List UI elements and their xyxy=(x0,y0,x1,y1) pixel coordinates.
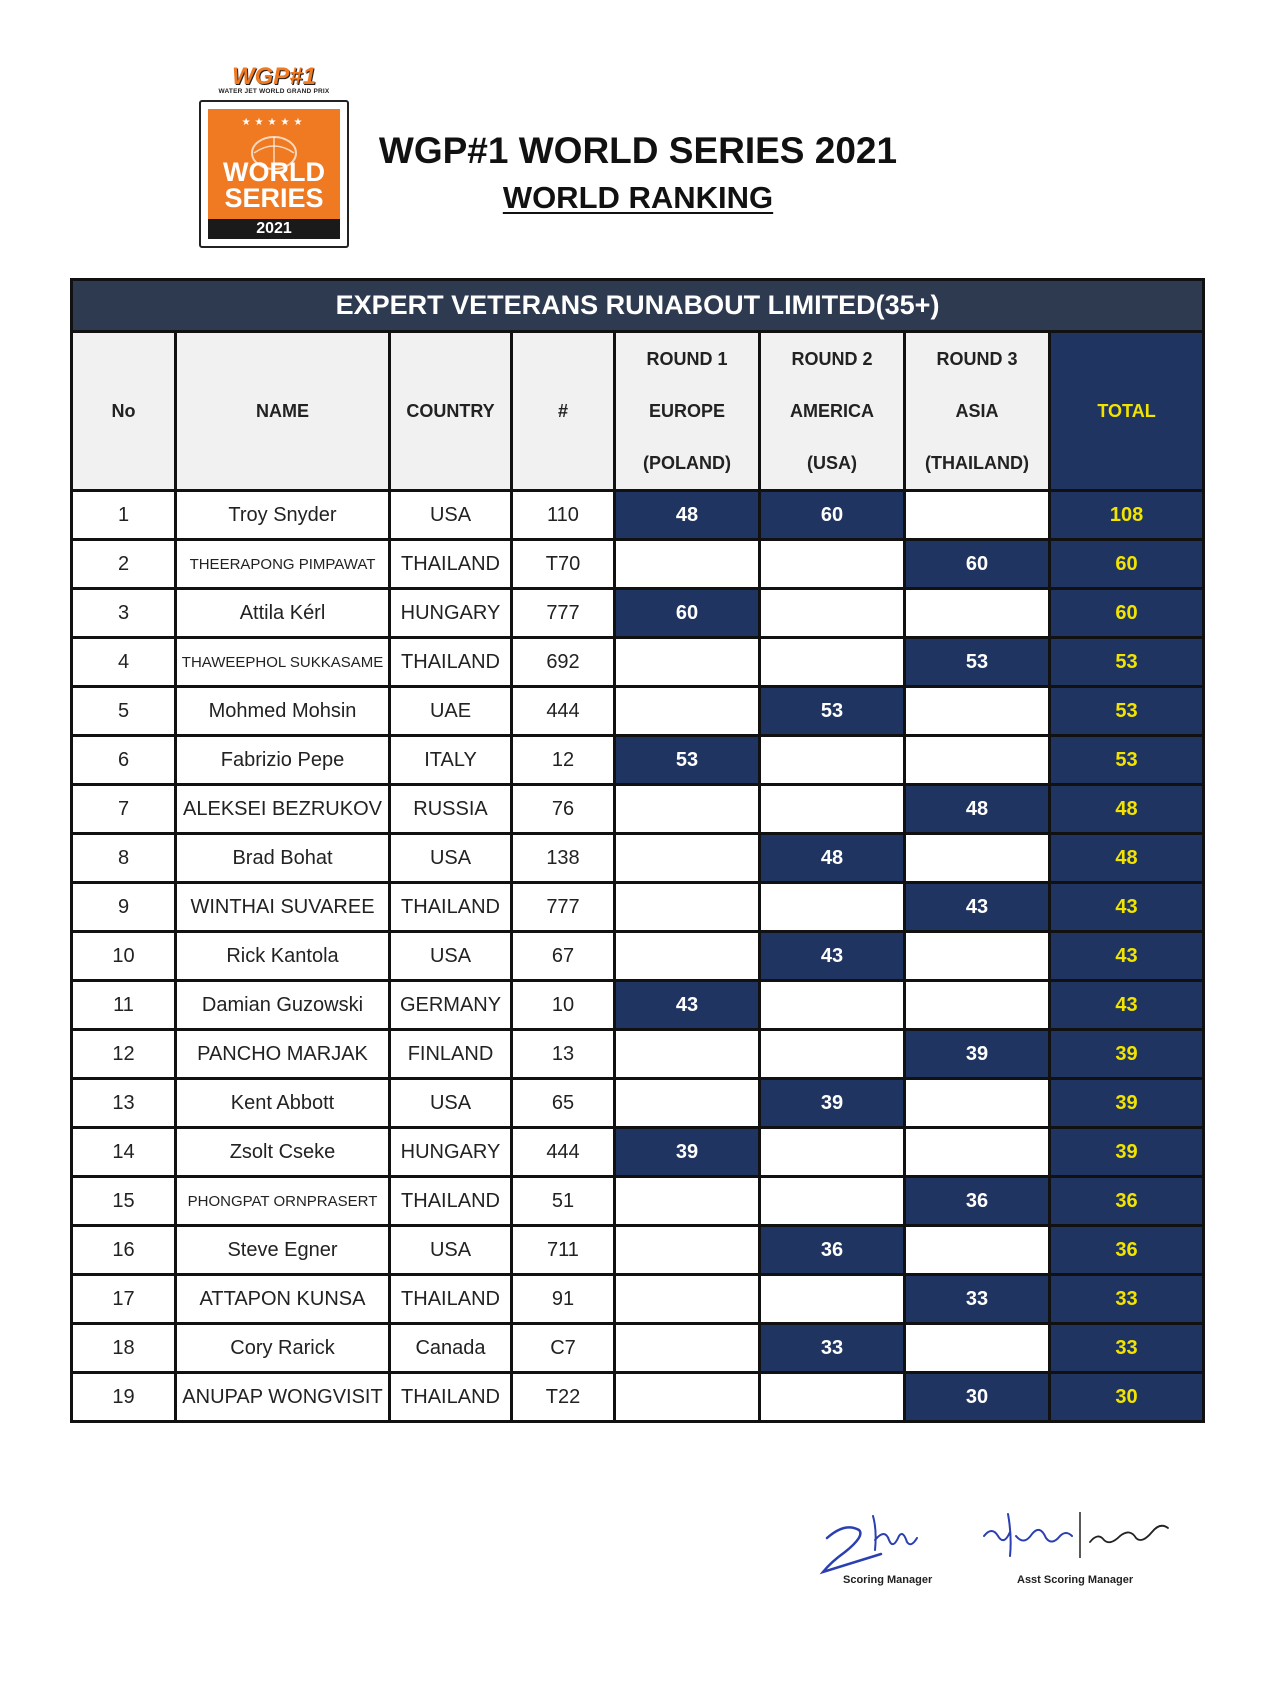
cell-name: Zsolt Cseke xyxy=(176,1128,390,1177)
round3-country: (THAILAND) xyxy=(925,453,1029,473)
table-row xyxy=(72,1373,1204,1422)
table-row xyxy=(72,1324,1204,1373)
cell-name: Mohmed Mohsin xyxy=(176,687,390,736)
cell-round2 xyxy=(760,589,905,638)
cell-round2 xyxy=(760,638,905,687)
cell-no: 10 xyxy=(72,932,176,981)
table-row xyxy=(72,981,1204,1030)
table-header-row xyxy=(72,332,1204,491)
cell-round3: 33 xyxy=(905,1275,1050,1324)
cell-total: 53 xyxy=(1050,736,1204,785)
cell-round3 xyxy=(905,981,1050,1030)
cell-round1: 43 xyxy=(615,981,760,1030)
cell-round3 xyxy=(905,834,1050,883)
cell-total: 60 xyxy=(1050,540,1204,589)
cell-round1 xyxy=(615,638,760,687)
cell-country: USA xyxy=(390,834,512,883)
table-row xyxy=(72,785,1204,834)
cell-round3: 30 xyxy=(905,1373,1050,1422)
logo-badge xyxy=(199,100,349,248)
cell-no: 18 xyxy=(72,1324,176,1373)
logo-badge-line2: SERIES xyxy=(224,183,324,213)
table-row xyxy=(72,736,1204,785)
cell-name: Kent Abbott xyxy=(176,1079,390,1128)
cell-no: 1 xyxy=(72,491,176,540)
scoring-manager-signature xyxy=(815,1500,945,1580)
cell-no: 5 xyxy=(72,687,176,736)
table-row xyxy=(72,1030,1204,1079)
cell-round3 xyxy=(905,687,1050,736)
cell-name: ATTAPON KUNSA xyxy=(176,1275,390,1324)
col-header-name: NAME xyxy=(176,332,390,491)
cell-no: 19 xyxy=(72,1373,176,1422)
wgp-world-series-logo xyxy=(199,64,349,246)
cell-number: 13 xyxy=(512,1030,615,1079)
cell-round1 xyxy=(615,1226,760,1275)
cell-number: 138 xyxy=(512,834,615,883)
cell-round2: 60 xyxy=(760,491,905,540)
cell-round3 xyxy=(905,1226,1050,1275)
round3-label: ROUND 3 xyxy=(936,349,1018,369)
cell-round3: 53 xyxy=(905,638,1050,687)
cell-round2: 48 xyxy=(760,834,905,883)
logo-brand: WGP#1 xyxy=(231,63,317,90)
table-row xyxy=(72,589,1204,638)
cell-round2 xyxy=(760,540,905,589)
cell-round3: 60 xyxy=(905,540,1050,589)
logo-tagline: WATER JET WORLD GRAND PRIX xyxy=(218,88,330,95)
cell-country: UAE xyxy=(390,687,512,736)
cell-country: RUSSIA xyxy=(390,785,512,834)
cell-total: 108 xyxy=(1050,491,1204,540)
cell-country: GERMANY xyxy=(390,981,512,1030)
logo-badge-year: 2021 xyxy=(208,219,340,239)
cell-number: 444 xyxy=(512,687,615,736)
cell-total: 43 xyxy=(1050,981,1204,1030)
cell-total: 33 xyxy=(1050,1275,1204,1324)
cell-round2: 43 xyxy=(760,932,905,981)
cell-total: 43 xyxy=(1050,883,1204,932)
table-row xyxy=(72,834,1204,883)
cell-round2 xyxy=(760,883,905,932)
cell-number: 777 xyxy=(512,589,615,638)
cell-name: PHONGPAT ORNPRASERT xyxy=(176,1177,390,1226)
cell-round2: 53 xyxy=(760,687,905,736)
cell-country: THAILAND xyxy=(390,540,512,589)
cell-no: 2 xyxy=(72,540,176,589)
table-row xyxy=(72,687,1204,736)
col-header-total: TOTAL xyxy=(1050,332,1204,491)
cell-country: USA xyxy=(390,932,512,981)
cell-name: WINTHAI SUVAREE xyxy=(176,883,390,932)
cell-round3 xyxy=(905,932,1050,981)
cell-total: 33 xyxy=(1050,1324,1204,1373)
cell-no: 13 xyxy=(72,1079,176,1128)
ranking-table-container xyxy=(70,278,1202,1423)
cell-round3: 43 xyxy=(905,883,1050,932)
cell-name: Brad Bohat xyxy=(176,834,390,883)
cell-round2 xyxy=(760,736,905,785)
cell-name: Steve Egner xyxy=(176,1226,390,1275)
col-header-round2 xyxy=(760,332,905,491)
cell-number: 65 xyxy=(512,1079,615,1128)
cell-round1 xyxy=(615,1030,760,1079)
ranking-table xyxy=(70,278,1205,1423)
cell-number: 110 xyxy=(512,491,615,540)
cell-no: 7 xyxy=(72,785,176,834)
cell-round1 xyxy=(615,687,760,736)
logo-badge-inner xyxy=(208,109,340,239)
cell-round3 xyxy=(905,1128,1050,1177)
cell-round1 xyxy=(615,785,760,834)
page-subtitle-text: WORLD RANKING xyxy=(502,180,774,215)
cell-round3 xyxy=(905,491,1050,540)
cell-round2 xyxy=(760,785,905,834)
cell-number: 76 xyxy=(512,785,615,834)
cell-name: Damian Guzowski xyxy=(176,981,390,1030)
cell-round3: 36 xyxy=(905,1177,1050,1226)
cell-round1 xyxy=(615,1079,760,1128)
cell-round2 xyxy=(760,1128,905,1177)
cell-total: 60 xyxy=(1050,589,1204,638)
cell-no: 8 xyxy=(72,834,176,883)
cell-round1: 39 xyxy=(615,1128,760,1177)
round3-region: ASIA xyxy=(955,401,999,421)
asst-scoring-manager-label: Asst Scoring Manager xyxy=(1017,1574,1134,1586)
cell-round2 xyxy=(760,1177,905,1226)
cell-round1 xyxy=(615,540,760,589)
cell-no: 12 xyxy=(72,1030,176,1079)
col-header-round1 xyxy=(615,332,760,491)
cell-country: USA xyxy=(390,1079,512,1128)
table-row xyxy=(72,1275,1204,1324)
cell-country: THAILAND xyxy=(390,638,512,687)
col-header-country: COUNTRY xyxy=(390,332,512,491)
cell-country: USA xyxy=(390,491,512,540)
category-row xyxy=(72,280,1204,332)
round2-country: (USA) xyxy=(807,453,857,473)
cell-round1 xyxy=(615,1177,760,1226)
cell-total: 36 xyxy=(1050,1226,1204,1275)
table-row xyxy=(72,1177,1204,1226)
cell-total: 48 xyxy=(1050,785,1204,834)
ranking-rows xyxy=(72,491,1204,1422)
cell-number: 10 xyxy=(512,981,615,1030)
page-title: WGP#1 WORLD SERIES 2021 xyxy=(378,130,898,171)
cell-number: T70 xyxy=(512,540,615,589)
round2-region: AMERICA xyxy=(790,401,874,421)
cell-round1 xyxy=(615,1324,760,1373)
cell-number: 692 xyxy=(512,638,615,687)
cell-no: 14 xyxy=(72,1128,176,1177)
cell-round1 xyxy=(615,1373,760,1422)
cell-no: 3 xyxy=(72,589,176,638)
cell-no: 4 xyxy=(72,638,176,687)
cell-total: 39 xyxy=(1050,1030,1204,1079)
cell-round2: 33 xyxy=(760,1324,905,1373)
cell-name: PANCHO MARJAK xyxy=(176,1030,390,1079)
cell-round2 xyxy=(760,1030,905,1079)
cell-no: 9 xyxy=(72,883,176,932)
cell-round1: 60 xyxy=(615,589,760,638)
cell-number: 711 xyxy=(512,1226,615,1275)
cell-name: Fabrizio Pepe xyxy=(176,736,390,785)
cell-total: 43 xyxy=(1050,932,1204,981)
cell-round3 xyxy=(905,1079,1050,1128)
cell-round3 xyxy=(905,589,1050,638)
logo-header xyxy=(207,64,341,100)
table-row xyxy=(72,638,1204,687)
round2-label: ROUND 2 xyxy=(791,349,873,369)
cell-round3: 39 xyxy=(905,1030,1050,1079)
cell-country: FINLAND xyxy=(390,1030,512,1079)
col-header-no: No xyxy=(72,332,176,491)
cell-country: ITALY xyxy=(390,736,512,785)
cell-total: 36 xyxy=(1050,1177,1204,1226)
cell-no: 16 xyxy=(72,1226,176,1275)
asst-scoring-manager-signature xyxy=(980,1506,1180,1570)
round1-country: (POLAND) xyxy=(643,453,731,473)
cell-number: 67 xyxy=(512,932,615,981)
cell-number: T22 xyxy=(512,1373,615,1422)
logo-badge-line1: WORLD xyxy=(223,157,325,187)
cell-round2: 39 xyxy=(760,1079,905,1128)
table-row xyxy=(72,883,1204,932)
cell-total: 53 xyxy=(1050,687,1204,736)
cell-name: Rick Kantola xyxy=(176,932,390,981)
cell-round1: 53 xyxy=(615,736,760,785)
cell-no: 6 xyxy=(72,736,176,785)
cell-number: 91 xyxy=(512,1275,615,1324)
round1-label: ROUND 1 xyxy=(646,349,728,369)
cell-no: 11 xyxy=(72,981,176,1030)
cell-number: 12 xyxy=(512,736,615,785)
cell-round1 xyxy=(615,834,760,883)
cell-name: THEERAPONG PIMPAWAT xyxy=(176,540,390,589)
cell-no: 17 xyxy=(72,1275,176,1324)
table-row xyxy=(72,1128,1204,1177)
cell-total: 39 xyxy=(1050,1128,1204,1177)
cell-country: THAILAND xyxy=(390,1177,512,1226)
cell-number: 444 xyxy=(512,1128,615,1177)
cell-country: USA xyxy=(390,1226,512,1275)
cell-round1 xyxy=(615,883,760,932)
page-subtitle xyxy=(330,180,946,216)
cell-round1: 48 xyxy=(615,491,760,540)
scoring-manager-label: Scoring Manager xyxy=(843,1574,933,1586)
cell-round2 xyxy=(760,981,905,1030)
cell-number: C7 xyxy=(512,1324,615,1373)
cell-country: THAILAND xyxy=(390,1373,512,1422)
cell-country: Canada xyxy=(390,1324,512,1373)
cell-number: 51 xyxy=(512,1177,615,1226)
cell-name: ANUPAP WONGVISIT xyxy=(176,1373,390,1422)
cell-round2: 36 xyxy=(760,1226,905,1275)
table-row xyxy=(72,491,1204,540)
cell-round2 xyxy=(760,1373,905,1422)
cell-round1 xyxy=(615,932,760,981)
table-row xyxy=(72,932,1204,981)
cell-country: HUNGARY xyxy=(390,1128,512,1177)
cell-round2 xyxy=(760,1275,905,1324)
cell-total: 30 xyxy=(1050,1373,1204,1422)
table-row xyxy=(72,1079,1204,1128)
round1-region: EUROPE xyxy=(648,401,726,421)
cell-name: Troy Snyder xyxy=(176,491,390,540)
cell-name: ALEKSEI BEZRUKOV xyxy=(176,785,390,834)
table-row xyxy=(72,1226,1204,1275)
cell-total: 48 xyxy=(1050,834,1204,883)
cell-total: 53 xyxy=(1050,638,1204,687)
cell-no: 15 xyxy=(72,1177,176,1226)
cell-name: Cory Rarick xyxy=(176,1324,390,1373)
cell-round1 xyxy=(615,1275,760,1324)
cell-round3 xyxy=(905,1324,1050,1373)
cell-round3: 48 xyxy=(905,785,1050,834)
col-header-round3 xyxy=(905,332,1050,491)
category-title: EXPERT VETERANS RUNABOUT LIMITED(35+) xyxy=(72,280,1204,332)
cell-name: THAWEEPHOL SUKKASAME xyxy=(176,638,390,687)
cell-number: 777 xyxy=(512,883,615,932)
cell-country: THAILAND xyxy=(390,883,512,932)
cell-round3 xyxy=(905,736,1050,785)
cell-name: Attila Kérl xyxy=(176,589,390,638)
cell-country: HUNGARY xyxy=(390,589,512,638)
cell-total: 39 xyxy=(1050,1079,1204,1128)
cell-country: THAILAND xyxy=(390,1275,512,1324)
col-header-number: # xyxy=(512,332,615,491)
table-row xyxy=(72,540,1204,589)
star-icon: ★★★★★ xyxy=(241,117,307,128)
